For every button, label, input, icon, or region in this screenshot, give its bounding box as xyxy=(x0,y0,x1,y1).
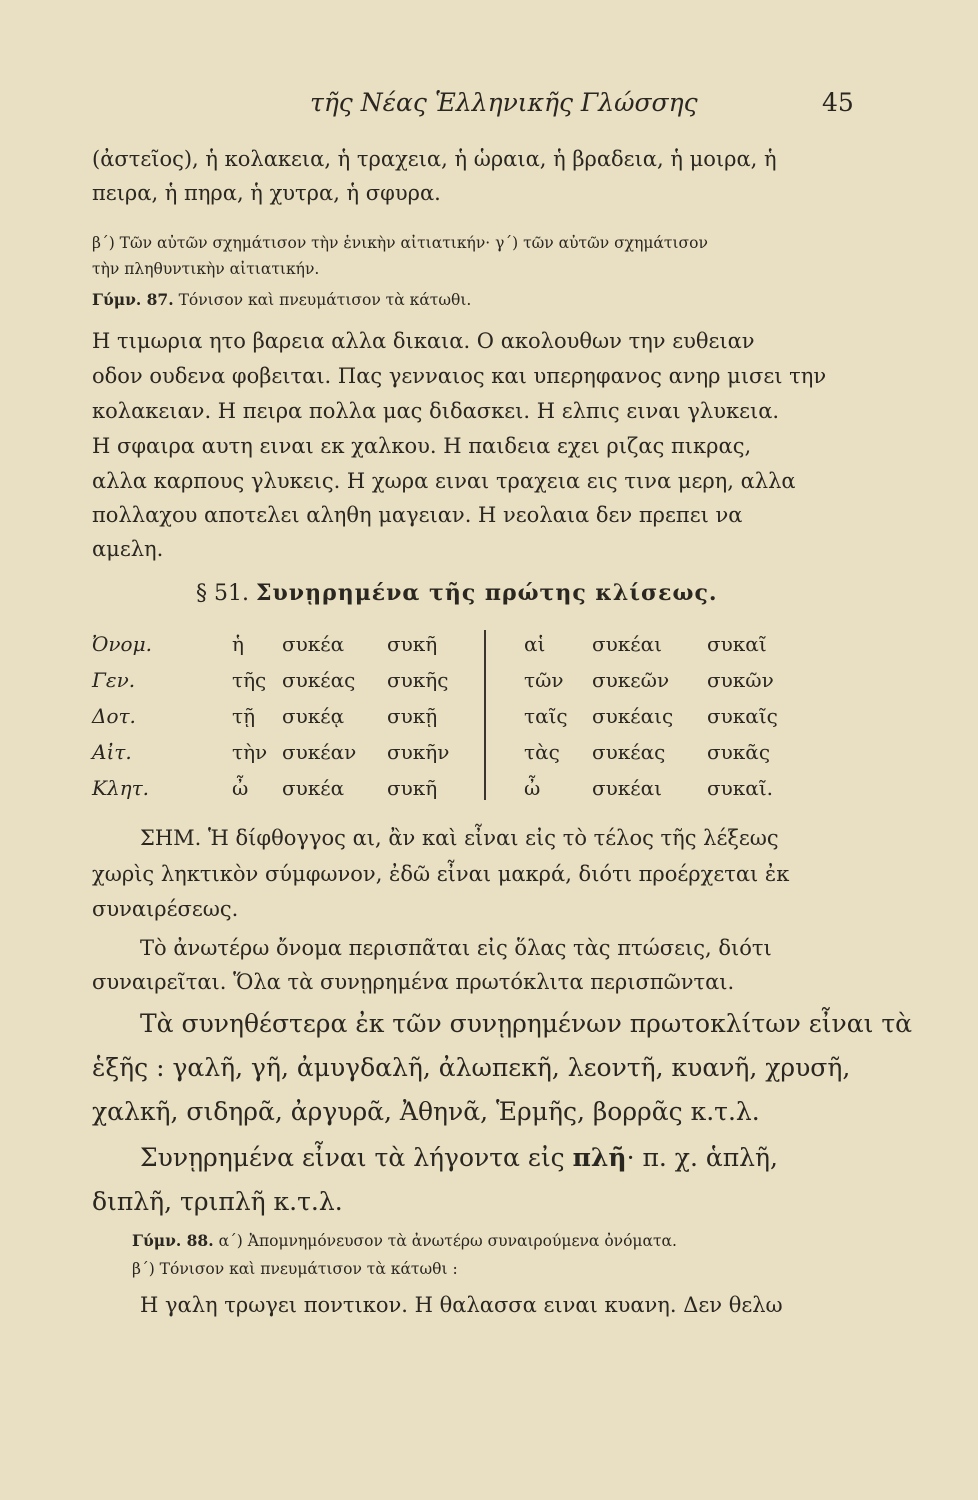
singular-article: τῇ xyxy=(232,704,256,728)
singular-contracted: συκῆν xyxy=(387,740,450,764)
passage1-line-5: αλλα καρπους γλυκεις. Η χωρα ειναι τραχεια εις τινα μερη, αλλα xyxy=(92,469,796,493)
rule1-line-2: ἑξῆς : γαλῆ, γῆ, ἀμυγδαλῆ, ἀλωπεκῆ, λεοντῆ, κυανῆ, χρυσῆ, xyxy=(92,1053,851,1082)
plural-contracted: συκῶν xyxy=(707,668,774,692)
case-label: Κλητ. xyxy=(92,776,150,800)
plural-article: ὦ xyxy=(524,776,541,800)
plural-article: τῶν xyxy=(524,668,564,692)
exercise-88-text: α΄) Ἀπομνημόνευσον τὰ ἀνωτέρω συναιρούμενα ὀνόματα. xyxy=(218,1232,677,1250)
singular-contracted: συκῇ xyxy=(387,704,438,728)
plural-full: συκέας xyxy=(592,740,666,764)
rule2-rest: · π. χ. ἁπλῆ, xyxy=(626,1143,778,1172)
section-51-heading xyxy=(196,580,718,606)
rule1-line-3: χαλκῆ, σιδηρᾶ, ἀργυρᾶ, Ἀθηνᾶ, Ἑρμῆς, βορρᾶς κ.τ.λ. xyxy=(92,1097,760,1126)
sem-line-3: συναιρέσεως. xyxy=(92,897,239,921)
plural-article: αἱ xyxy=(524,632,546,656)
case-label: Δοτ. xyxy=(92,704,136,728)
passage1-line-2: οδον ουδενα φοβειται. Πας γενναιος και υπερηφανος ανηρ μισει την xyxy=(92,364,827,388)
singular-article: τῆς xyxy=(232,668,267,692)
plural-contracted: συκαῖς xyxy=(707,704,778,728)
plural-full: συκέαι xyxy=(592,776,663,800)
plural-full: συκέαι xyxy=(592,632,663,656)
singular-contracted: συκῆ xyxy=(387,776,438,800)
singular-full: συκέα xyxy=(282,776,345,800)
exercise-88-b: β΄) Τόνισον καὶ πνευμάτισον τὰ κάτωθι : xyxy=(132,1260,458,1278)
singular-contracted: συκῆ xyxy=(387,632,438,656)
case-label: Αἰτ. xyxy=(92,740,132,764)
section-title: Συνῃρημένα τῆς πρώτης κλίσεως. xyxy=(255,580,718,606)
plural-contracted: συκᾶς xyxy=(707,740,771,764)
singular-full: συκέας xyxy=(282,668,356,692)
singular-article: τὴν xyxy=(232,740,268,764)
exercise-87 xyxy=(92,287,862,313)
sem-line-1: ΣΗΜ. Ἡ δίφθογγος αι, ἂν καὶ εἶναι εἰς τὸ τέλος τῆς λέξεως xyxy=(140,826,779,850)
note-beta-line-2: τὴν πληθυντικὴν αἰτιατικήν. xyxy=(92,260,320,278)
case-label: Ὀνομ. xyxy=(92,632,152,656)
singular-full: συκέα xyxy=(282,632,345,656)
exercise-88 xyxy=(132,1228,902,1254)
declension-table xyxy=(92,632,792,807)
rule2-line-2: διπλῆ, τριπλῆ κ.τ.λ. xyxy=(92,1187,343,1216)
passage1-line-3: κολακειαν. Η πειρα πολλα μας διδασκει. Η ελπις ειναι γλυκεια. xyxy=(92,399,780,423)
sem-line-2: χωρὶς ληκτικὸν σύμφωνον, ἐδῶ εἶναι μακρά, διότι προέρχεται ἐκ xyxy=(92,862,790,886)
note-beta-line-1: β΄) Τῶν αὐτῶν σχημάτισον τὴν ἑνικὴν αἰτιατικήν· γ΄) τῶν αὐτῶν σχημάτισον xyxy=(92,234,708,252)
plural-full: συκέαις xyxy=(592,704,674,728)
rule2-lead: Συνῃρημένα εἶναι τὰ λήγοντα εἰς xyxy=(140,1143,565,1172)
rule1-line-1: Τὰ συνηθέστερα ἐκ τῶν συνῃρημένων πρωτοκλίτων εἶναι τὰ xyxy=(140,1009,913,1038)
note2-line-1: Τὸ ἀνωτέρω ὄνομα περισπᾶται εἰς ὅλας τὰς πτώσεις, διότι xyxy=(140,936,772,960)
singular-article: ὦ xyxy=(232,776,249,800)
singular-contracted: συκῆς xyxy=(387,668,449,692)
passage1-line-1: Η τιμωρια ητο βαρεια αλλα δικαια. Ο ακολουθων την ευθειαν xyxy=(92,329,755,353)
exercise-87-text: Τόνισον καὶ πνευμάτισον τὰ κάτωθι. xyxy=(178,291,472,309)
intro-line-1: (ἀστεῖος), ἡ κολακεια, ἡ τραχεια, ἡ ὡραια, ἡ βραδεια, ἡ μοιρα, ἡ xyxy=(92,147,777,171)
passage1-line-4: Η σφαιρα αυτη ειναι εκ χαλκου. Η παιδεια εχει ριζας πικρας, xyxy=(92,434,752,458)
passage1-line-6: πολλαχου αποτελει αληθη μαγειαν. Η νεολαια δεν πρεπει να xyxy=(92,503,743,527)
page-number: 45 xyxy=(822,88,854,117)
plural-contracted: συκαῖ xyxy=(707,632,767,656)
exercise-87-label: Γύμν. 87. xyxy=(92,290,174,309)
passage2-line-1: Η γαλη τρωγει ποντικον. Η θαλασσα ειναι κυανη. Δεν θελω xyxy=(140,1293,783,1317)
singular-article: ἡ xyxy=(232,632,244,656)
plural-article: τὰς xyxy=(524,740,560,764)
singular-full: συκέαν xyxy=(282,740,357,764)
case-label: Γεν. xyxy=(92,668,136,692)
section-number: § 51. xyxy=(196,581,249,606)
note2-line-2: συναιρεῖται. Ὅλα τὰ συνῃρημένα πρωτόκλιτα περισπῶνται. xyxy=(92,970,735,994)
plural-full: συκεῶν xyxy=(592,668,670,692)
rule2-ending: πλῆ xyxy=(572,1143,627,1172)
exercise-88-label: Γύμν. 88. xyxy=(132,1231,214,1250)
plural-contracted: συκαῖ. xyxy=(707,776,774,800)
singular-full: συκέᾳ xyxy=(282,704,345,728)
page-header xyxy=(0,88,978,128)
running-title: τῆς Νέας Ἑλληνικῆς Γλώσσης xyxy=(310,88,698,117)
rule2-line-1 xyxy=(140,1136,910,1180)
passage1-line-7: αμελη. xyxy=(92,537,164,561)
intro-line-2: πειρα, ἡ πηρα, ἡ χυτρα, ἡ σφυρα. xyxy=(92,181,441,205)
plural-article: ταῖς xyxy=(524,704,568,728)
